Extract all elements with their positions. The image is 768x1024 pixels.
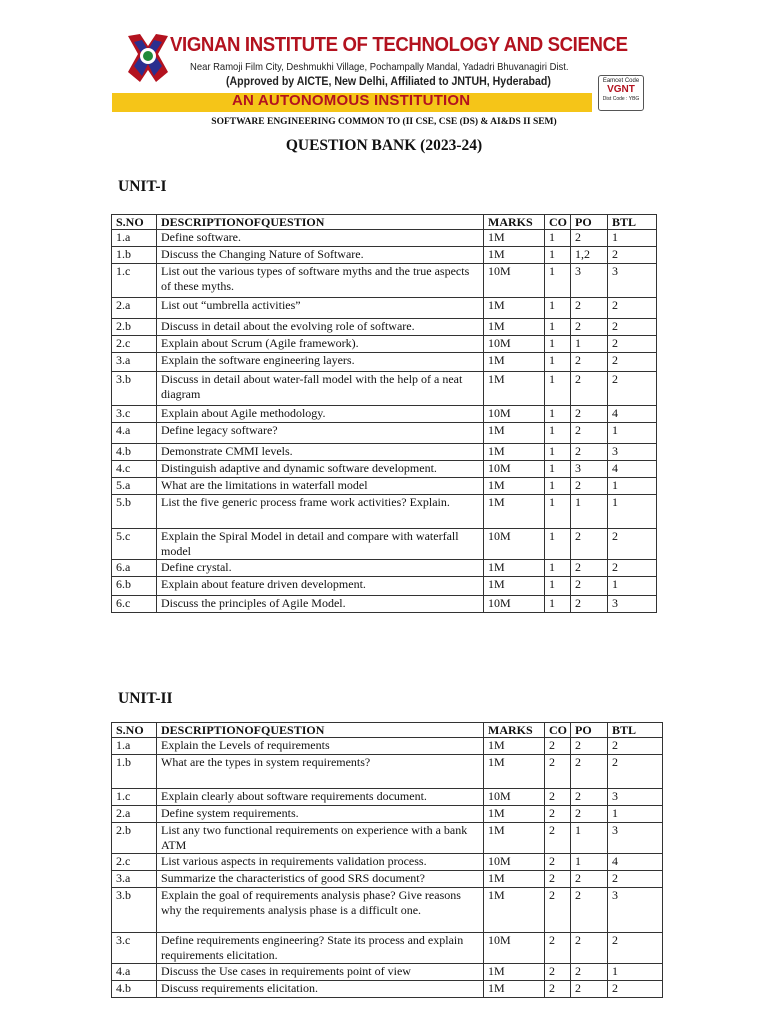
unit-1-title: UNIT-I bbox=[118, 178, 167, 195]
cell-po: 2 bbox=[571, 423, 608, 444]
cell-co: 2 bbox=[545, 871, 571, 888]
table-row bbox=[112, 444, 657, 461]
cell-sno: 6.c bbox=[112, 596, 157, 613]
cell-po: 2 bbox=[571, 444, 608, 461]
cell-description: Discuss the principles of Agile Model. bbox=[157, 596, 484, 613]
table-row bbox=[112, 964, 663, 981]
unit-2-title: UNIT-II bbox=[118, 690, 173, 707]
institution-approval: (Approved by AICTE, New Delhi, Affiliated to JNTUH, Hyderabad) bbox=[226, 76, 551, 88]
cell-po: 2 bbox=[571, 888, 608, 933]
cell-co: 1 bbox=[545, 264, 571, 298]
cell-po: 2 bbox=[571, 319, 608, 336]
cell-description: List out the various types of software myths and the true aspects of these myths. bbox=[157, 264, 484, 298]
cell-description: Explain the Levels of requirements bbox=[157, 738, 484, 755]
cell-po: 2 bbox=[571, 596, 608, 613]
col-description: DESCRIPTIONOFQUESTION bbox=[157, 723, 484, 738]
cell-sno: 3.c bbox=[112, 406, 157, 423]
table-row bbox=[112, 888, 663, 933]
cell-btl: 2 bbox=[608, 529, 657, 560]
cell-btl: 3 bbox=[608, 888, 663, 933]
cell-marks: 10M bbox=[484, 789, 545, 806]
cell-sno: 2.c bbox=[112, 854, 157, 871]
table-row bbox=[112, 478, 657, 495]
cell-btl: 1 bbox=[608, 495, 657, 529]
cell-description: List the five generic process frame work activities? Explain. bbox=[157, 495, 484, 529]
col-co: CO bbox=[545, 215, 571, 230]
cell-marks: 1M bbox=[484, 964, 545, 981]
cell-btl: 2 bbox=[608, 871, 663, 888]
table-row bbox=[112, 755, 663, 789]
table-row bbox=[112, 372, 657, 406]
cell-sno: 2.b bbox=[112, 823, 157, 854]
cell-description: Explain the goal of requirements analysis phase? Give reasons why the requirements analysis phase is a difficult one. bbox=[157, 888, 484, 933]
cell-sno: 1.c bbox=[112, 264, 157, 298]
cell-description: Discuss the Changing Nature of Software. bbox=[157, 247, 484, 264]
table-row bbox=[112, 789, 663, 806]
cell-sno: 4.a bbox=[112, 423, 157, 444]
col-co: CO bbox=[545, 723, 571, 738]
cell-marks: 1M bbox=[484, 823, 545, 854]
autonomous-text: AN AUTONOMOUS INSTITUTION bbox=[232, 92, 471, 109]
cell-co: 2 bbox=[545, 823, 571, 854]
cell-co: 1 bbox=[545, 461, 571, 478]
eamcet-code: VGNT bbox=[607, 84, 635, 95]
cell-btl: 2 bbox=[608, 372, 657, 406]
eamcet-label: Eamcet Code bbox=[602, 78, 640, 84]
cell-co: 1 bbox=[545, 423, 571, 444]
cell-marks: 10M bbox=[484, 461, 545, 478]
cell-btl: 2 bbox=[608, 560, 657, 577]
table-row bbox=[112, 319, 657, 336]
cell-co: 2 bbox=[545, 888, 571, 933]
table-row bbox=[112, 353, 657, 372]
cell-po: 2 bbox=[571, 871, 608, 888]
cell-description: Define crystal. bbox=[157, 560, 484, 577]
cell-sno: 1.a bbox=[112, 738, 157, 755]
cell-co: 1 bbox=[545, 247, 571, 264]
col-btl: BTL bbox=[608, 723, 663, 738]
cell-co: 1 bbox=[545, 529, 571, 560]
cell-co: 2 bbox=[545, 806, 571, 823]
cell-marks: 1M bbox=[484, 888, 545, 933]
cell-btl: 1 bbox=[608, 806, 663, 823]
table-row bbox=[112, 406, 657, 423]
cell-co: 1 bbox=[545, 596, 571, 613]
cell-co: 2 bbox=[545, 933, 571, 964]
cell-description: Explain about Scrum (Agile framework). bbox=[157, 336, 484, 353]
cell-description: Summarize the characteristics of good SRS document? bbox=[157, 871, 484, 888]
cell-sno: 6.a bbox=[112, 560, 157, 577]
cell-marks: 1M bbox=[484, 560, 545, 577]
cell-sno: 4.c bbox=[112, 461, 157, 478]
cell-btl: 4 bbox=[608, 461, 657, 478]
cell-co: 1 bbox=[545, 336, 571, 353]
cell-sno: 3.a bbox=[112, 353, 157, 372]
cell-marks: 1M bbox=[484, 755, 545, 789]
cell-description: Explain clearly about software requirements document. bbox=[157, 789, 484, 806]
cell-marks: 10M bbox=[484, 854, 545, 871]
cell-co: 1 bbox=[545, 478, 571, 495]
institution-banner bbox=[112, 28, 652, 112]
vignan-logo-icon bbox=[126, 32, 170, 88]
table-row bbox=[112, 298, 657, 319]
col-po: PO bbox=[571, 215, 608, 230]
table-row bbox=[112, 871, 663, 888]
cell-description: Explain about feature driven development. bbox=[157, 577, 484, 596]
table-row bbox=[112, 529, 657, 560]
cell-sno: 4.b bbox=[112, 444, 157, 461]
cell-marks: 1M bbox=[484, 577, 545, 596]
cell-marks: 10M bbox=[484, 933, 545, 964]
subject-line: SOFTWARE ENGINEERING COMMON TO (II CSE, CSE (DS) & AI&DS II SEM) bbox=[211, 117, 557, 127]
unit-2-table bbox=[111, 722, 663, 998]
cell-description: List various aspects in requirements validation process. bbox=[157, 854, 484, 871]
cell-po: 2 bbox=[571, 478, 608, 495]
cell-description: Define legacy software? bbox=[157, 423, 484, 444]
table-row bbox=[112, 823, 663, 854]
cell-btl: 4 bbox=[608, 854, 663, 871]
cell-po: 2 bbox=[571, 738, 608, 755]
cell-description: List any two functional requirements on experience with a bank ATM bbox=[157, 823, 484, 854]
table-row bbox=[112, 560, 657, 577]
cell-po: 2 bbox=[571, 789, 608, 806]
institution-address: Near Ramoji Film City, Deshmukhi Village, Pochampally Mandal, Yadadri Bhuvanagiri Dist. bbox=[190, 61, 569, 73]
cell-co: 2 bbox=[545, 738, 571, 755]
cell-marks: 1M bbox=[484, 806, 545, 823]
cell-po: 2 bbox=[571, 560, 608, 577]
cell-btl: 3 bbox=[608, 264, 657, 298]
cell-btl: 3 bbox=[608, 789, 663, 806]
cell-sno: 5.b bbox=[112, 495, 157, 529]
cell-marks: 10M bbox=[484, 529, 545, 560]
cell-marks: 1M bbox=[484, 478, 545, 495]
cell-co: 1 bbox=[545, 444, 571, 461]
cell-co: 2 bbox=[545, 981, 571, 998]
cell-po: 2 bbox=[571, 755, 608, 789]
col-sno: S.NO bbox=[112, 723, 157, 738]
cell-po: 2 bbox=[571, 933, 608, 964]
cell-po: 2 bbox=[571, 298, 608, 319]
cell-btl: 3 bbox=[608, 823, 663, 854]
cell-btl: 1 bbox=[608, 478, 657, 495]
cell-po: 2 bbox=[571, 577, 608, 596]
cell-btl: 1 bbox=[608, 423, 657, 444]
col-btl: BTL bbox=[608, 215, 657, 230]
cell-btl: 2 bbox=[608, 336, 657, 353]
cell-description: Define requirements engineering? State its process and explain requirements elicitation. bbox=[157, 933, 484, 964]
cell-co: 1 bbox=[545, 372, 571, 406]
table-row bbox=[112, 336, 657, 353]
cell-marks: 1M bbox=[484, 871, 545, 888]
cell-po: 3 bbox=[571, 461, 608, 478]
col-description: DESCRIPTIONOFQUESTION bbox=[157, 215, 484, 230]
cell-description: List out “umbrella activities” bbox=[157, 298, 484, 319]
table-row bbox=[112, 854, 663, 871]
cell-description: Define system requirements. bbox=[157, 806, 484, 823]
cell-btl: 2 bbox=[608, 933, 663, 964]
cell-btl: 2 bbox=[608, 247, 657, 264]
cell-marks: 1M bbox=[484, 372, 545, 406]
table-row bbox=[112, 495, 657, 529]
dist-code: Dist Code : YBG bbox=[602, 96, 640, 102]
cell-btl: 4 bbox=[608, 406, 657, 423]
institution-name: VIGNAN INSTITUTE OF TECHNOLOGY AND SCIENCE bbox=[170, 34, 628, 56]
cell-marks: 1M bbox=[484, 738, 545, 755]
table-row bbox=[112, 423, 657, 444]
cell-co: 1 bbox=[545, 495, 571, 529]
cell-sno: 4.b bbox=[112, 981, 157, 998]
eamcet-code-badge bbox=[598, 75, 644, 111]
cell-description: Demonstrate CMMI levels. bbox=[157, 444, 484, 461]
table-row bbox=[112, 738, 663, 755]
cell-description: Define software. bbox=[157, 230, 484, 247]
cell-description: Distinguish adaptive and dynamic software development. bbox=[157, 461, 484, 478]
table-row bbox=[112, 596, 657, 613]
cell-marks: 1M bbox=[484, 319, 545, 336]
cell-po: 2 bbox=[571, 964, 608, 981]
cell-sno: 2.c bbox=[112, 336, 157, 353]
cell-btl: 2 bbox=[608, 981, 663, 998]
table-header-row bbox=[112, 215, 657, 230]
page-title: QUESTION BANK (2023-24) bbox=[285, 137, 483, 154]
cell-po: 1,2 bbox=[571, 247, 608, 264]
cell-description: Discuss requirements elicitation. bbox=[157, 981, 484, 998]
cell-co: 1 bbox=[545, 298, 571, 319]
cell-sno: 2.a bbox=[112, 298, 157, 319]
cell-po: 2 bbox=[571, 806, 608, 823]
cell-co: 2 bbox=[545, 854, 571, 871]
cell-po: 2 bbox=[571, 406, 608, 423]
col-marks: MARKS bbox=[484, 723, 545, 738]
cell-description: Explain the software engineering layers. bbox=[157, 353, 484, 372]
cell-sno: 1.c bbox=[112, 789, 157, 806]
cell-btl: 3 bbox=[608, 444, 657, 461]
cell-description: Explain about Agile methodology. bbox=[157, 406, 484, 423]
cell-marks: 10M bbox=[484, 264, 545, 298]
cell-po: 1 bbox=[571, 495, 608, 529]
cell-po: 2 bbox=[571, 372, 608, 406]
cell-sno: 1.b bbox=[112, 247, 157, 264]
cell-sno: 6.b bbox=[112, 577, 157, 596]
cell-po: 1 bbox=[571, 854, 608, 871]
cell-marks: 1M bbox=[484, 423, 545, 444]
cell-po: 2 bbox=[571, 353, 608, 372]
cell-co: 2 bbox=[545, 789, 571, 806]
cell-co: 1 bbox=[545, 560, 571, 577]
cell-marks: 10M bbox=[484, 406, 545, 423]
cell-description: Discuss the Use cases in requirements point of view bbox=[157, 964, 484, 981]
cell-marks: 1M bbox=[484, 495, 545, 529]
cell-marks: 10M bbox=[484, 336, 545, 353]
cell-btl: 1 bbox=[608, 964, 663, 981]
cell-sno: 3.a bbox=[112, 871, 157, 888]
col-marks: MARKS bbox=[484, 215, 545, 230]
cell-description: Discuss in detail about the evolving role of software. bbox=[157, 319, 484, 336]
cell-marks: 1M bbox=[484, 247, 545, 264]
cell-co: 1 bbox=[545, 319, 571, 336]
cell-sno: 3.b bbox=[112, 372, 157, 406]
cell-po: 1 bbox=[571, 823, 608, 854]
cell-btl: 2 bbox=[608, 298, 657, 319]
cell-btl: 2 bbox=[608, 319, 657, 336]
table-row bbox=[112, 230, 657, 247]
cell-po: 1 bbox=[571, 336, 608, 353]
cell-po: 2 bbox=[571, 230, 608, 247]
cell-co: 1 bbox=[545, 230, 571, 247]
cell-btl: 1 bbox=[608, 230, 657, 247]
cell-po: 3 bbox=[571, 264, 608, 298]
cell-marks: 1M bbox=[484, 444, 545, 461]
cell-marks: 1M bbox=[484, 981, 545, 998]
cell-marks: 1M bbox=[484, 298, 545, 319]
cell-sno: 1.b bbox=[112, 755, 157, 789]
cell-sno: 2.b bbox=[112, 319, 157, 336]
cell-btl: 1 bbox=[608, 577, 657, 596]
cell-sno: 5.a bbox=[112, 478, 157, 495]
cell-marks: 1M bbox=[484, 230, 545, 247]
table-header-row bbox=[112, 723, 663, 738]
table-row bbox=[112, 264, 657, 298]
table-row bbox=[112, 981, 663, 998]
cell-co: 2 bbox=[545, 755, 571, 789]
cell-description: Discuss in detail about water-fall model with the help of a neat diagram bbox=[157, 372, 484, 406]
cell-sno: 4.a bbox=[112, 964, 157, 981]
cell-description: Explain the Spiral Model in detail and compare with waterfall model bbox=[157, 529, 484, 560]
cell-description: What are the types in system requirements? bbox=[157, 755, 484, 789]
cell-sno: 2.a bbox=[112, 806, 157, 823]
cell-sno: 3.b bbox=[112, 888, 157, 933]
cell-sno: 1.a bbox=[112, 230, 157, 247]
cell-co: 1 bbox=[545, 406, 571, 423]
cell-sno: 5.c bbox=[112, 529, 157, 560]
cell-co: 1 bbox=[545, 353, 571, 372]
cell-btl: 2 bbox=[608, 738, 663, 755]
cell-po: 2 bbox=[571, 981, 608, 998]
table-row bbox=[112, 461, 657, 478]
table-row bbox=[112, 806, 663, 823]
cell-btl: 2 bbox=[608, 755, 663, 789]
cell-btl: 2 bbox=[608, 353, 657, 372]
table-row bbox=[112, 577, 657, 596]
col-sno: S.NO bbox=[112, 215, 157, 230]
cell-sno: 3.c bbox=[112, 933, 157, 964]
cell-marks: 1M bbox=[484, 353, 545, 372]
cell-co: 2 bbox=[545, 964, 571, 981]
cell-po: 2 bbox=[571, 529, 608, 560]
unit-1-table bbox=[111, 214, 657, 613]
cell-description: What are the limitations in waterfall model bbox=[157, 478, 484, 495]
cell-btl: 3 bbox=[608, 596, 657, 613]
cell-marks: 10M bbox=[484, 596, 545, 613]
table-row bbox=[112, 933, 663, 964]
table-row bbox=[112, 247, 657, 264]
cell-co: 1 bbox=[545, 577, 571, 596]
col-po: PO bbox=[571, 723, 608, 738]
